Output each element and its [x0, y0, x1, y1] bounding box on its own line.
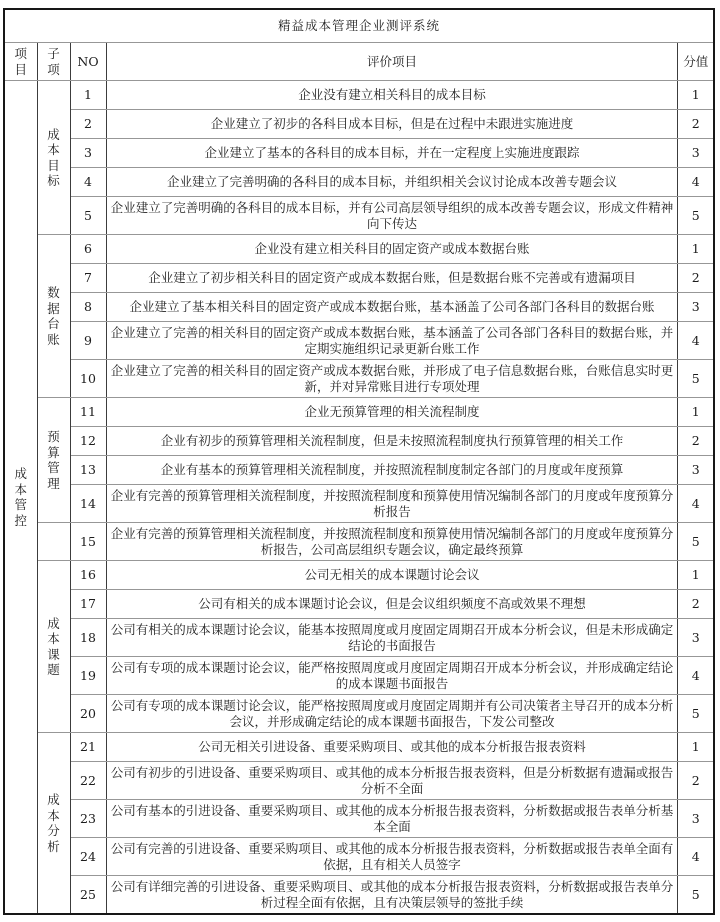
score-cell: 4 [678, 485, 714, 523]
table-row [4, 590, 714, 619]
table-row [4, 456, 714, 485]
row-number-cell: 9 [70, 322, 106, 360]
evaluation-item-cell: 企业建立了完善的相关科目的固定资产或成本数据台账，基本涵盖了公司各部门各科目的数据台账，并定期实施组织记录更新台账工作 [106, 322, 678, 360]
evaluation-item-cell: 公司有基本的引进设备、重要采购项目、或其他的成本分析报告报表资料，分析数据或报告表单分析基本全面 [106, 800, 678, 838]
table-row [4, 398, 714, 427]
score-cell: 5 [678, 523, 714, 561]
row-number-cell: 20 [70, 695, 106, 733]
table-row [4, 561, 714, 590]
assessment-table [3, 8, 715, 915]
score-cell: 1 [678, 733, 714, 762]
subitem-cell: 预算管理 [37, 398, 70, 523]
table-row [4, 800, 714, 838]
row-number-cell: 4 [70, 168, 106, 197]
score-cell: 5 [678, 876, 714, 915]
evaluation-item-cell: 公司有详细完善的引进设备、重要采购项目、或其他的成本分析报告报表资料，分析数据或报告表单分析过程全面有依据，且有决策层领导的签批手续 [106, 876, 678, 915]
score-cell: 1 [678, 81, 714, 110]
row-number-cell: 22 [70, 762, 106, 800]
table-row [4, 838, 714, 876]
table-row [4, 427, 714, 456]
table-row [4, 619, 714, 657]
table-row [4, 657, 714, 695]
table-row [4, 876, 714, 915]
evaluation-item-cell: 公司无相关引进设备、重要采购项目、或其他的成本分析报告报表资料 [106, 733, 678, 762]
evaluation-item-cell: 公司无相关的成本课题讨论会议 [106, 561, 678, 590]
column-header-project: 项目 [4, 43, 37, 81]
evaluation-item-cell: 企业建立了基本相关科目的固定资产或成本数据台账，基本涵盖了公司各部门各科目的数据台账 [106, 293, 678, 322]
score-cell: 5 [678, 695, 714, 733]
score-cell: 4 [678, 838, 714, 876]
evaluation-item-cell: 公司有专项的成本课题讨论会议，能严格按照周度或月度固定周期召开成本分析会议，并形成确定结论的成本课题书面报告 [106, 657, 678, 695]
title-row [4, 9, 714, 43]
evaluation-item-cell: 企业没有建立相关科目的固定资产或成本数据台账 [106, 235, 678, 264]
evaluation-item-cell: 企业有完善的预算管理相关流程制度，并按照流程制度和预算使用情况编制各部门的月度或年度预算分析报告 [106, 485, 678, 523]
column-header-no: NO [70, 43, 106, 81]
evaluation-item-cell: 企业有基本的预算管理相关流程制度，并按照流程制度制定各部门的月度或年度预算 [106, 456, 678, 485]
row-number-cell: 13 [70, 456, 106, 485]
score-cell: 5 [678, 197, 714, 235]
subitem-cell: 数据台账 [37, 235, 70, 398]
score-cell: 3 [678, 293, 714, 322]
score-cell: 2 [678, 264, 714, 293]
row-number-cell: 24 [70, 838, 106, 876]
evaluation-item-cell: 公司有相关的成本课题讨论会议，但是会议组织频度不高或效果不理想 [106, 590, 678, 619]
score-cell: 3 [678, 800, 714, 838]
evaluation-item-cell: 企业无预算管理的相关流程制度 [106, 398, 678, 427]
table-row [4, 197, 714, 235]
row-number-cell: 15 [70, 523, 106, 561]
row-number-cell: 19 [70, 657, 106, 695]
table-row [4, 293, 714, 322]
row-number-cell: 8 [70, 293, 106, 322]
row-number-cell: 1 [70, 81, 106, 110]
row-number-cell: 10 [70, 360, 106, 398]
row-number-cell: 18 [70, 619, 106, 657]
row-number-cell: 17 [70, 590, 106, 619]
table-row [4, 139, 714, 168]
score-cell: 2 [678, 590, 714, 619]
row-number-cell: 11 [70, 398, 106, 427]
row-number-cell: 16 [70, 561, 106, 590]
subitem-cell: 成本目标 [37, 81, 70, 235]
column-header-subitem: 子项 [37, 43, 70, 81]
score-cell: 5 [678, 360, 714, 398]
score-cell: 4 [678, 322, 714, 360]
evaluation-item-cell: 公司有相关的成本课题讨论会议，能基本按照周度或月度固定周期召开成本分析会议，但是未形成确定结论的书面报告 [106, 619, 678, 657]
project-cell: 成本管控 [4, 81, 37, 915]
score-cell: 2 [678, 762, 714, 800]
evaluation-item-cell: 公司有专项的成本课题讨论会议，能严格按照周度或月度固定周期并有公司决策者主导召开的成本分析会议，并形成确定结论的成本课题书面报告，下发公司整改 [106, 695, 678, 733]
evaluation-item-cell: 企业建立了完善的相关科目的固定资产或成本数据台账，并形成了电子信息数据台账，台账信息实时更新，并对异常账目进行专项处理 [106, 360, 678, 398]
score-cell: 3 [678, 619, 714, 657]
row-number-cell: 12 [70, 427, 106, 456]
score-cell: 2 [678, 110, 714, 139]
table-row [4, 762, 714, 800]
table-row [4, 81, 714, 110]
score-cell: 4 [678, 168, 714, 197]
score-cell: 1 [678, 235, 714, 264]
subitem-cell: 成本课题 [37, 561, 70, 733]
table-row [4, 523, 714, 561]
evaluation-item-cell: 企业建立了初步的各科目成本目标，但是在过程中未跟进实施进度 [106, 110, 678, 139]
subitem-cell: 成本分析 [37, 733, 70, 915]
column-header-item: 评价项目 [106, 43, 678, 81]
evaluation-item-cell: 企业建立了完善明确的各科目的成本目标，并有公司高层领导组织的成本改善专题会议，形成文件精神向下传达 [106, 197, 678, 235]
score-cell: 3 [678, 456, 714, 485]
score-cell: 1 [678, 398, 714, 427]
subitem-cell [37, 523, 70, 561]
row-number-cell: 6 [70, 235, 106, 264]
row-number-cell: 23 [70, 800, 106, 838]
assessment-table-body [4, 81, 714, 915]
evaluation-item-cell: 企业建立了完善明确的各科目的成本目标，并组织相关会议讨论成本改善专题会议 [106, 168, 678, 197]
table-row [4, 485, 714, 523]
evaluation-item-cell: 企业没有建立相关科目的成本目标 [106, 81, 678, 110]
row-number-cell: 3 [70, 139, 106, 168]
evaluation-item-cell: 公司有完善的引进设备、重要采购项目、或其他的成本分析报告报表资料，分析数据或报告表单全面有依据，且有相关人员签字 [106, 838, 678, 876]
table-row [4, 322, 714, 360]
score-cell: 1 [678, 561, 714, 590]
row-number-cell: 5 [70, 197, 106, 235]
evaluation-item-cell: 企业建立了基本的各科目的成本目标，并在一定程度上实施进度跟踪 [106, 139, 678, 168]
evaluation-item-cell: 企业建立了初步相关科目的固定资产或成本数据台账，但是数据台账不完善或有遗漏项目 [106, 264, 678, 293]
page-title: 精益成本管理企业测评系统 [4, 9, 714, 43]
table-row [4, 168, 714, 197]
score-cell: 2 [678, 427, 714, 456]
evaluation-item-cell: 公司有初步的引进设备、重要采购项目、或其他的成本分析报告报表资料，但是分析数据有遗漏或报告分析不全面 [106, 762, 678, 800]
table-row [4, 264, 714, 293]
table-row [4, 695, 714, 733]
table-row [4, 360, 714, 398]
table-row [4, 110, 714, 139]
table-row [4, 235, 714, 264]
table-row [4, 733, 714, 762]
row-number-cell: 14 [70, 485, 106, 523]
column-header-score: 分值 [678, 43, 714, 81]
score-cell: 4 [678, 657, 714, 695]
row-number-cell: 21 [70, 733, 106, 762]
row-number-cell: 7 [70, 264, 106, 293]
row-number-cell: 2 [70, 110, 106, 139]
score-cell: 3 [678, 139, 714, 168]
evaluation-item-cell: 企业有完善的预算管理相关流程制度，并按照流程制度和预算使用情况编制各部门的月度或年度预算分析报告，公司高层组织专题会议，确定最终预算 [106, 523, 678, 561]
row-number-cell: 25 [70, 876, 106, 915]
evaluation-item-cell: 企业有初步的预算管理相关流程制度，但是未按照流程制度执行预算管理的相关工作 [106, 427, 678, 456]
column-header-row [4, 43, 714, 81]
